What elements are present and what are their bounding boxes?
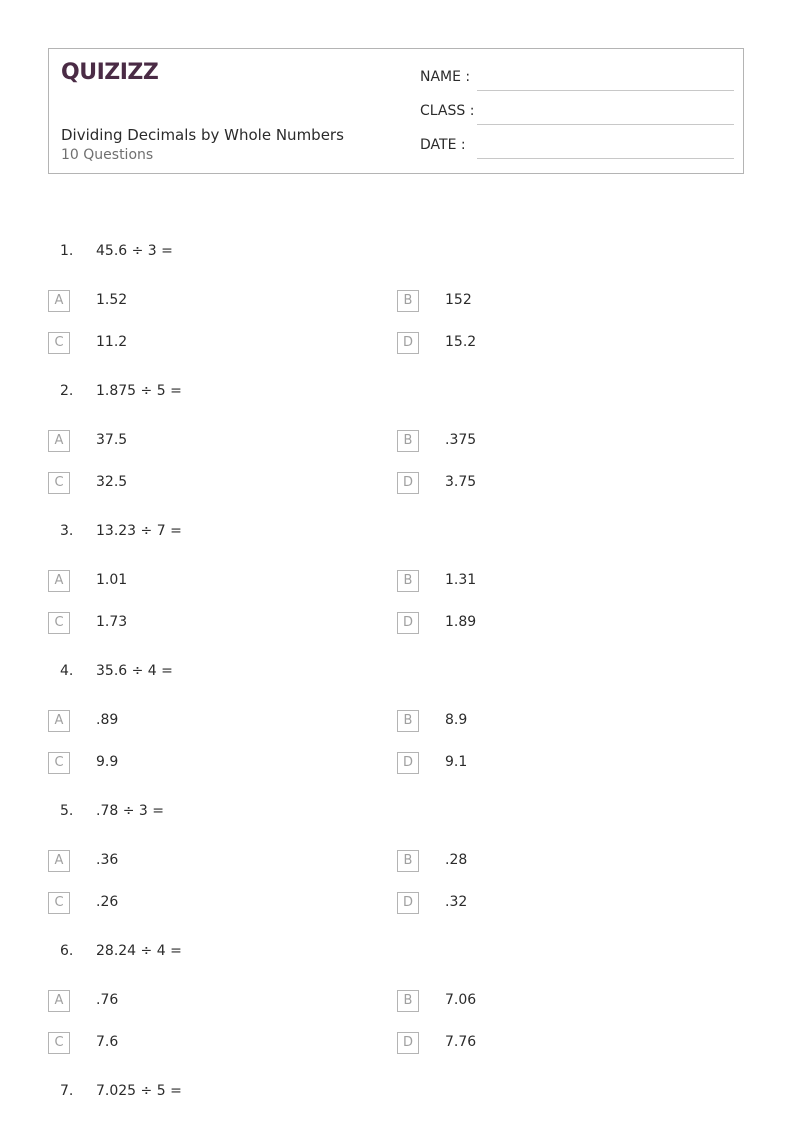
question-1 — [0, 243, 794, 265]
option-text: 1.52 — [96, 292, 128, 308]
option-a[interactable] — [48, 710, 348, 734]
class-field[interactable] — [420, 101, 734, 125]
option-letter-box[interactable]: C — [48, 332, 70, 354]
option-letter-box[interactable]: B — [397, 710, 419, 732]
date-label: DATE : — [420, 137, 466, 153]
option-letter-box[interactable]: B — [397, 990, 419, 1012]
question-number: 1. — [60, 243, 74, 259]
option-b[interactable] — [397, 430, 697, 454]
option-letter-box[interactable]: B — [397, 430, 419, 452]
option-text: 7.6 — [96, 1034, 119, 1050]
option-c[interactable] — [48, 612, 348, 636]
option-text: .26 — [96, 894, 119, 910]
option-letter-box[interactable]: B — [397, 290, 419, 312]
option-d[interactable] — [397, 752, 697, 776]
option-text: 1.31 — [445, 572, 477, 588]
option-letter-box[interactable]: A — [48, 570, 70, 592]
name-label: NAME : — [420, 69, 471, 85]
option-letter-box[interactable]: C — [48, 1032, 70, 1054]
option-letter-box[interactable]: D — [397, 472, 419, 494]
option-text: .76 — [96, 992, 119, 1008]
option-d[interactable] — [397, 1032, 697, 1056]
question-text: 7.025 ÷ 5 = — [96, 1083, 182, 1099]
date-field[interactable] — [420, 135, 734, 159]
worksheet-header — [48, 48, 744, 174]
question-number: 4. — [60, 663, 74, 679]
option-letter-box[interactable]: A — [48, 430, 70, 452]
option-d[interactable] — [397, 332, 697, 356]
option-letter-box[interactable]: D — [397, 892, 419, 914]
question-count: 10 Questions — [61, 147, 154, 163]
worksheet-title: Dividing Decimals by Whole Numbers — [61, 126, 344, 144]
option-text: 37.5 — [96, 432, 128, 448]
option-a[interactable] — [48, 850, 348, 874]
question-3 — [0, 523, 794, 545]
option-letter-box[interactable]: B — [397, 570, 419, 592]
option-a[interactable] — [48, 990, 348, 1014]
option-text: 9.1 — [445, 754, 468, 770]
option-text: 3.75 — [445, 474, 477, 490]
option-letter-box[interactable]: A — [48, 850, 70, 872]
option-text: 1.89 — [445, 614, 477, 630]
option-d[interactable] — [397, 472, 697, 496]
option-letter-box[interactable]: A — [48, 990, 70, 1012]
question-number: 5. — [60, 803, 74, 819]
option-letter-box[interactable]: D — [397, 612, 419, 634]
option-text: 8.9 — [445, 712, 468, 728]
option-c[interactable] — [48, 1032, 348, 1056]
name-line[interactable] — [477, 90, 734, 91]
option-a[interactable] — [48, 290, 348, 314]
option-letter-box[interactable]: D — [397, 752, 419, 774]
option-letter-box[interactable]: C — [48, 612, 70, 634]
date-line[interactable] — [477, 158, 734, 159]
option-text: 15.2 — [445, 334, 477, 350]
option-d[interactable] — [397, 612, 697, 636]
option-text: 7.06 — [445, 992, 477, 1008]
question-5 — [0, 803, 794, 825]
option-text: 9.9 — [96, 754, 119, 770]
question-7 — [0, 1083, 794, 1105]
option-text: 1.73 — [96, 614, 128, 630]
option-c[interactable] — [48, 332, 348, 356]
option-b[interactable] — [397, 990, 697, 1014]
option-c[interactable] — [48, 892, 348, 916]
option-d[interactable] — [397, 892, 697, 916]
question-text: 1.875 ÷ 5 = — [96, 383, 182, 399]
question-text: 13.23 ÷ 7 = — [96, 523, 182, 539]
option-a[interactable] — [48, 570, 348, 594]
question-text: 28.24 ÷ 4 = — [96, 943, 182, 959]
quizizz-logo: QUIZIZZ — [61, 60, 159, 85]
option-letter-box[interactable]: C — [48, 472, 70, 494]
class-line[interactable] — [477, 124, 734, 125]
option-letter-box[interactable]: A — [48, 290, 70, 312]
option-text: .28 — [445, 852, 468, 868]
question-text: 35.6 ÷ 4 = — [96, 663, 173, 679]
option-text: 1.01 — [96, 572, 128, 588]
question-2 — [0, 383, 794, 405]
name-field[interactable] — [420, 67, 734, 91]
question-text: .78 ÷ 3 = — [96, 803, 164, 819]
option-b[interactable] — [397, 850, 697, 874]
question-number: 7. — [60, 1083, 74, 1099]
question-6 — [0, 943, 794, 965]
option-c[interactable] — [48, 752, 348, 776]
question-4 — [0, 663, 794, 685]
option-letter-box[interactable]: D — [397, 1032, 419, 1054]
option-text: 11.2 — [96, 334, 128, 350]
option-text: .36 — [96, 852, 119, 868]
option-text: 32.5 — [96, 474, 128, 490]
class-label: CLASS : — [420, 103, 475, 119]
option-text: .375 — [445, 432, 477, 448]
option-b[interactable] — [397, 570, 697, 594]
option-letter-box[interactable]: A — [48, 710, 70, 732]
option-text: 152 — [445, 292, 472, 308]
option-c[interactable] — [48, 472, 348, 496]
option-b[interactable] — [397, 710, 697, 734]
option-letter-box[interactable]: D — [397, 332, 419, 354]
question-number: 2. — [60, 383, 74, 399]
option-text: .89 — [96, 712, 119, 728]
option-letter-box[interactable]: C — [48, 892, 70, 914]
question-number: 3. — [60, 523, 74, 539]
option-a[interactable] — [48, 430, 348, 454]
option-letter-box[interactable]: C — [48, 752, 70, 774]
option-text: .32 — [445, 894, 468, 910]
option-b[interactable] — [397, 290, 697, 314]
option-letter-box[interactable]: B — [397, 850, 419, 872]
question-number: 6. — [60, 943, 74, 959]
question-text: 45.6 ÷ 3 = — [96, 243, 173, 259]
option-text: 7.76 — [445, 1034, 477, 1050]
